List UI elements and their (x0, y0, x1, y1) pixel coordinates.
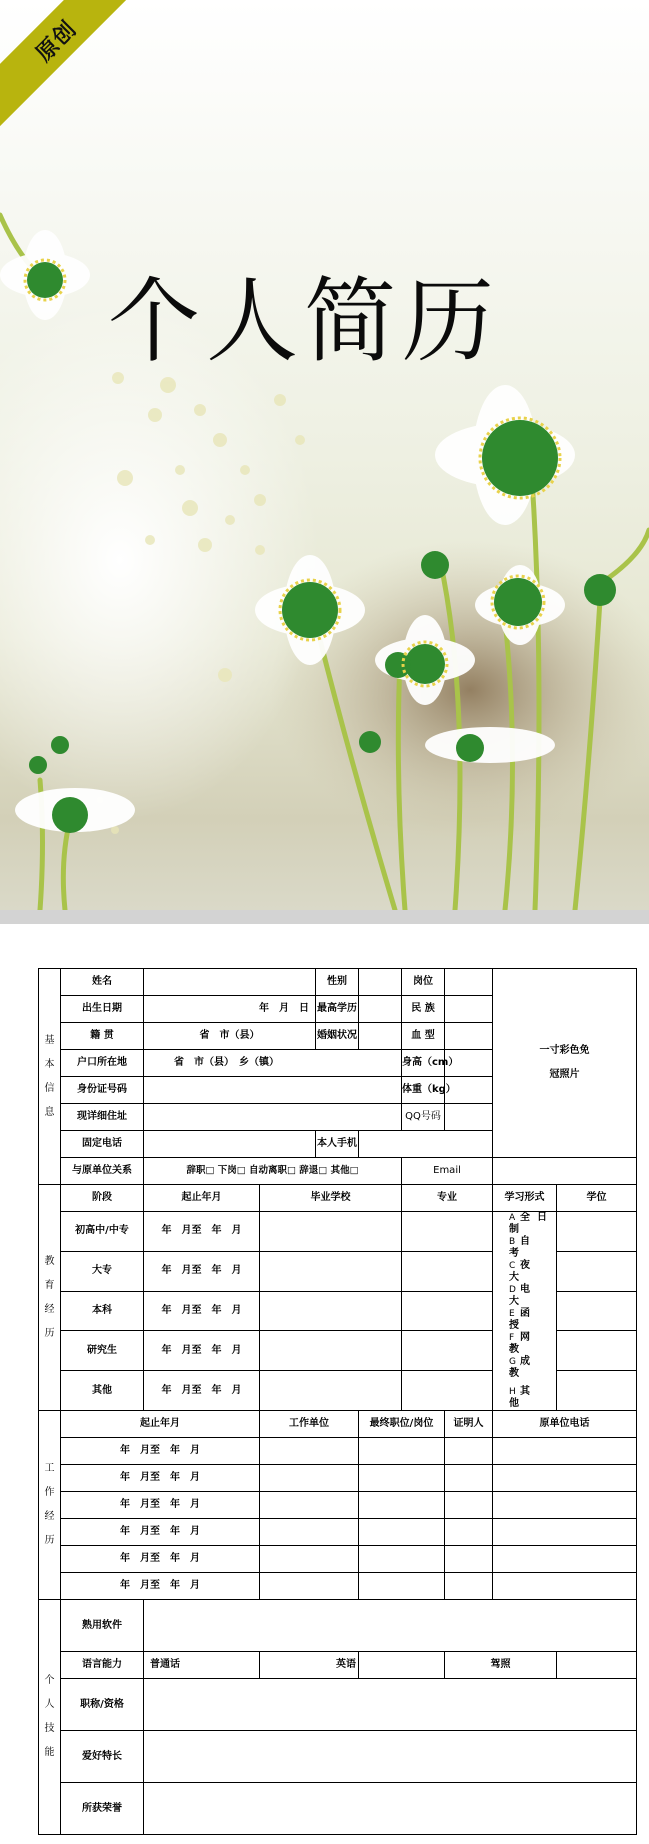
section-education: 教育经历 (39, 1185, 61, 1411)
mobile-field[interactable] (359, 1131, 493, 1158)
work-period[interactable]: 年 月至 年 月 (61, 1492, 260, 1519)
edu-degree[interactable] (557, 1291, 637, 1331)
work-phone[interactable] (493, 1438, 637, 1465)
edu-degree[interactable] (557, 1212, 637, 1252)
section-basic: 基本信息 (39, 969, 61, 1185)
address-field[interactable] (144, 1104, 402, 1131)
page-title: 个人简历 (108, 268, 501, 375)
honor-field[interactable] (144, 1783, 637, 1835)
edu-header-degree: 学位 (557, 1185, 637, 1212)
email-field[interactable] (493, 1158, 637, 1185)
work-referee[interactable] (445, 1465, 493, 1492)
work-phone[interactable] (493, 1573, 637, 1600)
label-height: 身高（cm） (402, 1050, 445, 1077)
study-form-option: H 其 他 (509, 1386, 537, 1409)
label-mandarin: 普通话 (144, 1652, 260, 1679)
edu-school[interactable] (260, 1251, 402, 1291)
edu-major[interactable] (402, 1212, 493, 1252)
edu-degree[interactable] (557, 1251, 637, 1291)
work-referee[interactable] (445, 1492, 493, 1519)
name-field[interactable] (144, 969, 316, 996)
label-dob: 出生日期 (61, 996, 144, 1023)
study-form-option: G 成 教 (509, 1356, 537, 1379)
edu-header-major: 专业 (402, 1185, 493, 1212)
edu-stage: 其他 (61, 1371, 144, 1411)
label-license: 驾照 (445, 1652, 557, 1679)
work-header-title: 最终职位/岗位 (359, 1411, 445, 1438)
edu-school[interactable] (260, 1371, 402, 1411)
software-field[interactable] (144, 1600, 637, 1652)
id-field[interactable] (144, 1077, 402, 1104)
label-email: Email (402, 1158, 493, 1185)
edu-school[interactable] (260, 1331, 402, 1371)
position-field[interactable] (445, 969, 493, 996)
study-form-option: A 全日制 (509, 1212, 554, 1235)
work-title[interactable] (359, 1438, 445, 1465)
divider (0, 910, 649, 924)
blood-field[interactable] (445, 1023, 493, 1050)
edu-major[interactable] (402, 1331, 493, 1371)
work-referee[interactable] (445, 1546, 493, 1573)
edu-major[interactable] (402, 1251, 493, 1291)
label-gender: 性别 (316, 969, 359, 996)
study-form-option: D 电 大 (509, 1284, 537, 1307)
study-form-option: C 夜 大 (509, 1260, 537, 1283)
label-qq: QQ号码 (402, 1104, 445, 1131)
edu-stage: 初高中/中专 (61, 1212, 144, 1252)
work-title[interactable] (359, 1573, 445, 1600)
work-referee[interactable] (445, 1573, 493, 1600)
work-period[interactable]: 年 月至 年 月 (61, 1465, 260, 1492)
study-form-option: E 函 授 (509, 1308, 537, 1331)
label-english: 英语 (336, 1659, 356, 1670)
resume-form (38, 968, 637, 1835)
edu-period[interactable]: 年 月至 年 月 (144, 1212, 260, 1252)
label-language: 语言能力 (61, 1652, 144, 1679)
cover-banner (0, 0, 649, 910)
hobby-field[interactable] (144, 1731, 637, 1783)
edu-major[interactable] (402, 1291, 493, 1331)
work-header-referee: 证明人 (445, 1411, 493, 1438)
edu-level-field[interactable] (359, 996, 402, 1023)
label-hukou: 户口所在地 (61, 1050, 144, 1077)
label-address: 现详细住址 (61, 1104, 144, 1131)
work-period[interactable]: 年 月至 年 月 (61, 1519, 260, 1546)
edu-header-period: 起止年月 (144, 1185, 260, 1212)
label-hobby: 爱好特长 (61, 1731, 144, 1783)
label-software: 熟用软件 (61, 1600, 144, 1652)
label-marital: 婚姻状况 (316, 1023, 359, 1050)
label-ethnicity: 民 族 (402, 996, 445, 1023)
work-phone[interactable] (493, 1546, 637, 1573)
edu-major[interactable] (402, 1371, 493, 1411)
native-field[interactable]: 省 市（县） (144, 1023, 316, 1050)
work-title[interactable] (359, 1492, 445, 1519)
work-header-period: 起止年月 (61, 1411, 260, 1438)
license-field[interactable] (557, 1652, 637, 1679)
edu-period[interactable]: 年 月至 年 月 (144, 1251, 260, 1291)
label-id: 身份证号码 (61, 1077, 144, 1104)
work-period[interactable]: 年 月至 年 月 (61, 1546, 260, 1573)
study-form-option: B 自 考 (509, 1236, 537, 1259)
work-phone[interactable] (493, 1519, 637, 1546)
ethnicity-field[interactable] (445, 996, 493, 1023)
edu-school[interactable] (260, 1212, 402, 1252)
edu-period[interactable]: 年 月至 年 月 (144, 1371, 260, 1411)
label-position: 岗位 (402, 969, 445, 996)
work-period[interactable]: 年 月至 年 月 (61, 1573, 260, 1600)
edu-degree[interactable] (557, 1371, 637, 1411)
mandarin-field[interactable] (260, 1652, 359, 1679)
work-company[interactable] (260, 1573, 359, 1600)
qq-field[interactable] (445, 1104, 493, 1131)
work-header-phone: 原单位电话 (493, 1411, 637, 1438)
edu-header-form: 学习形式 (493, 1185, 557, 1212)
work-company[interactable] (260, 1519, 359, 1546)
work-title[interactable] (359, 1546, 445, 1573)
edu-degree[interactable] (557, 1331, 637, 1371)
relation-options[interactable]: 辞职□ 下岗□ 自动离职□ 辞退□ 其他□ (144, 1158, 402, 1185)
work-phone[interactable] (493, 1465, 637, 1492)
label-name: 姓名 (61, 969, 144, 996)
label-relation: 与原单位关系 (61, 1158, 144, 1185)
section-skills: 个人技能 (39, 1600, 61, 1835)
work-period[interactable]: 年 月至 年 月 (61, 1438, 260, 1465)
english-field[interactable] (359, 1652, 445, 1679)
work-referee[interactable] (445, 1438, 493, 1465)
label-mobile: 本人手机 (316, 1131, 359, 1158)
photo-box[interactable]: 一寸彩色免冠照片 (493, 969, 637, 1158)
title-field[interactable] (144, 1679, 637, 1731)
label-native: 籍 贯 (61, 1023, 144, 1050)
edu-period[interactable]: 年 月至 年 月 (144, 1291, 260, 1331)
work-referee[interactable] (445, 1519, 493, 1546)
gender-field[interactable] (359, 969, 402, 996)
section-work: 工作经历 (39, 1411, 61, 1600)
work-company[interactable] (260, 1546, 359, 1573)
label-title: 职称/资格 (61, 1679, 144, 1731)
label-blood: 血 型 (402, 1023, 445, 1050)
edu-stage: 大专 (61, 1251, 144, 1291)
edu-header-school: 毕业学校 (260, 1185, 402, 1212)
marital-field[interactable] (359, 1023, 402, 1050)
work-phone[interactable] (493, 1492, 637, 1519)
work-header-company: 工作单位 (260, 1411, 359, 1438)
study-form-options[interactable] (493, 1212, 557, 1411)
label-weight: 体重（kg） (402, 1077, 445, 1104)
work-company[interactable] (260, 1492, 359, 1519)
study-form-option: F 网 教 (509, 1332, 537, 1355)
work-company[interactable] (260, 1465, 359, 1492)
edu-school[interactable] (260, 1291, 402, 1331)
edu-period[interactable]: 年 月至 年 月 (144, 1331, 260, 1371)
original-badge: 原创 (0, 0, 141, 126)
edu-stage: 研究生 (61, 1331, 144, 1371)
flower-illustration (0, 0, 649, 910)
label-edu-level: 最高学历 (316, 996, 359, 1023)
hukou-field[interactable]: 省 市（县） 乡（镇） (144, 1050, 402, 1077)
work-company[interactable] (260, 1438, 359, 1465)
label-honor: 所获荣誉 (61, 1783, 144, 1835)
edu-header-stage: 阶段 (61, 1185, 144, 1212)
label-phone: 固定电话 (61, 1131, 144, 1158)
work-title[interactable] (359, 1519, 445, 1546)
work-title[interactable] (359, 1465, 445, 1492)
dob-field[interactable]: 年 月 日 (144, 996, 316, 1023)
phone-field[interactable] (144, 1131, 316, 1158)
edu-stage: 本科 (61, 1291, 144, 1331)
